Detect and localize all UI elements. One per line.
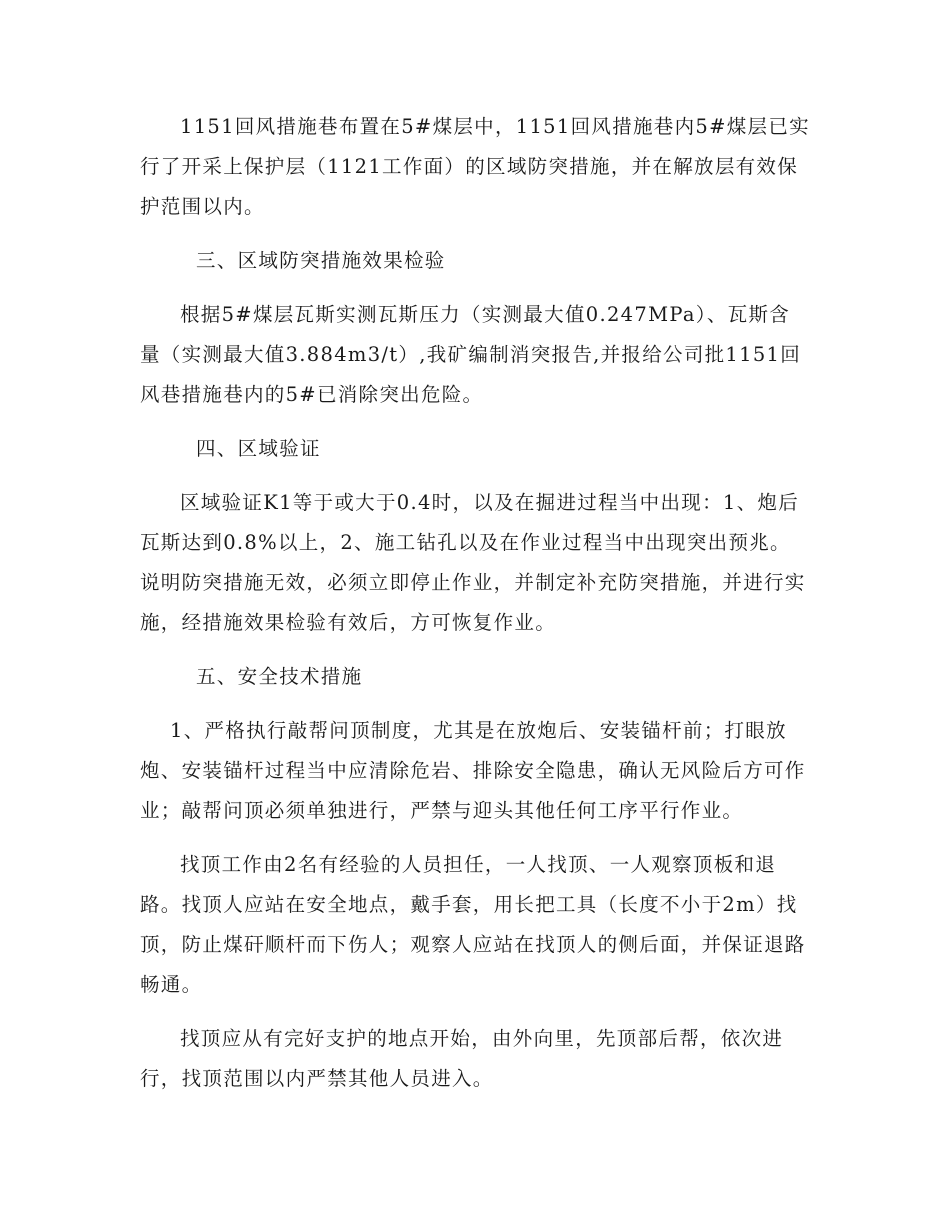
- paragraph-roof-inspection-order: 找顶应从有完好支护的地点开始，由外向里，先顶部后帮，依次进行，找顶范围以内严禁其他人员进入。: [140, 1027, 784, 1090]
- paragraph-safety-rule-1: 1、严格执行敲帮问顶制度，尤其是在放炮后、安装锚杆前；打眼放炮、安装锚杆过程当中应清除危岩、排除安全隐患，确认无风险后方可作业；敲帮问顶必须单独进行，严禁与迎头其他任何工序平行作业。: [140, 719, 806, 822]
- heading-effect-test: 三、区域防突措施效果检验: [196, 249, 446, 272]
- paragraph-verification-rules: 区域验证K1等于或大于0.4时，以及在掘进过程当中出现：1、炮后瓦斯达到0.8%以上，2、施工钻孔以及在作业过程当中出现突出预兆。说明防突措施无效，必须立即停止作业，并制定补充防突措施，并进行实施，经措施效果检验有效后，方可恢复作业。: [140, 491, 806, 634]
- paragraph-gas-pressure: 根据5#煤层瓦斯实测瓦斯压力（实测最大值0.247MPa）、瓦斯含量（实测最大值3.884m3/t）,我矿编制消突报告,并报给公司批1151回风巷措施巷内的5#已消除突出危险。: [140, 303, 802, 406]
- paragraph-roof-inspection-staff: 找顶工作由2名有经验的人员担任，一人找顶、一人观察顶板和退路。找顶人应站在安全地点，戴手套，用长把工具（长度不小于2m）找顶，防止煤矸顺杆而下伤人；观察人应站在找顶人的侧后面，并保证退路畅通。: [140, 853, 806, 996]
- heading-regional-verification: 四、区域验证: [196, 437, 321, 460]
- paragraph-protective-layer: 1151回风措施巷布置在5#煤层中，1151回风措施巷内5#煤层已实行了开采上保护层（1121工作面）的区域防突措施，并在解放层有效保护范围以内。: [140, 115, 810, 218]
- heading-safety-measures: 五、安全技术措施: [196, 665, 363, 688]
